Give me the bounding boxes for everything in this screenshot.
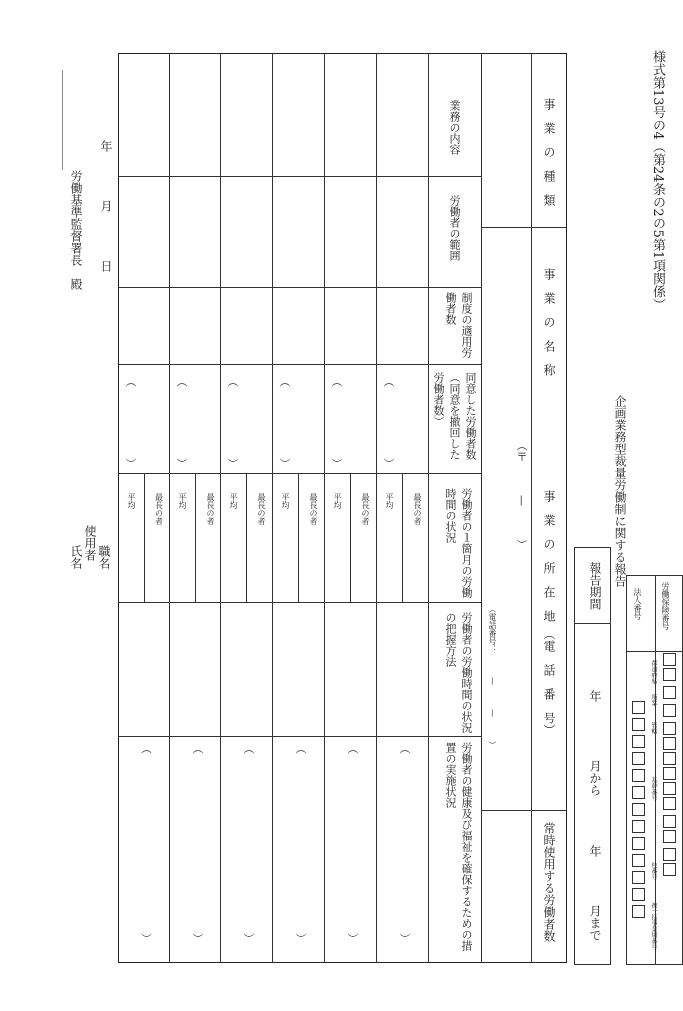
- insurance-digit-box[interactable]: [663, 737, 676, 750]
- col-hours-method: 労働者の労働時間の状況の把握方法: [444, 612, 473, 733]
- avg-hours-label: 平均: [229, 493, 238, 509]
- corporate-digit-box[interactable]: [632, 769, 645, 782]
- measures-paren-open: （: [191, 743, 204, 754]
- postal-code[interactable]: （〒 — ）: [515, 440, 528, 550]
- report-period-to: 月まで: [588, 905, 602, 941]
- consent-paren-close: ）: [175, 458, 188, 469]
- insurance-digit-box[interactable]: [663, 797, 676, 810]
- measures-paren-open: （: [346, 743, 359, 754]
- consent-paren-open: （: [382, 376, 395, 387]
- insurance-digit-box[interactable]: [663, 686, 676, 699]
- corporate-digit-box[interactable]: [632, 786, 645, 799]
- insurance-digit-box[interactable]: [663, 815, 676, 828]
- measures-paren-open: （: [294, 743, 307, 754]
- consent-paren-open: （: [226, 376, 239, 387]
- insurance-digit-box[interactable]: [663, 752, 676, 765]
- form-code: 様式第13号の4（第24条の2の5第1項関係）: [650, 50, 665, 312]
- measures-paren-close: ）: [398, 933, 411, 944]
- insurance-number-boxes[interactable]: [663, 652, 677, 877]
- max-hours-label: 最長の者: [309, 493, 318, 525]
- date-month[interactable]: 月: [99, 200, 113, 212]
- table-row[interactable]: [376, 53, 428, 963]
- consent-paren-open: （: [175, 376, 188, 387]
- employer-name-label: 氏名: [69, 545, 83, 569]
- max-hours-label: 最長の者: [413, 493, 422, 525]
- corporate-digit-box[interactable]: [632, 871, 645, 884]
- table-row[interactable]: [118, 53, 169, 963]
- col-consented-workers: 同意した労働者数（同意を撤回した労働者数）: [432, 372, 477, 460]
- business-type-header: 事 業 の 種 類: [542, 98, 556, 206]
- avg-hours-label: 平均: [385, 493, 394, 509]
- measures-paren-close: ）: [294, 933, 307, 944]
- date-day[interactable]: 日: [99, 260, 113, 272]
- report-period-year2[interactable]: 年: [588, 845, 602, 857]
- report-period-year1[interactable]: 年: [588, 690, 602, 702]
- report-period-label: 報告期間: [588, 562, 602, 610]
- corporate-digit-box[interactable]: [632, 718, 645, 731]
- table-row[interactable]: [272, 53, 324, 963]
- max-hours-label: 最長の者: [154, 493, 164, 525]
- employer-label: 使用者: [83, 525, 97, 561]
- insurance-digit-box[interactable]: [663, 848, 676, 861]
- measures-paren-close: ）: [242, 933, 255, 944]
- corporate-digit-box[interactable]: [632, 752, 645, 765]
- consent-paren-close: ）: [278, 458, 291, 469]
- avg-hours-label: 平均: [333, 493, 342, 509]
- corporate-number-label: 法人番号: [633, 588, 642, 620]
- consent-paren-open: （: [330, 376, 343, 387]
- avg-hours-label: 平均: [127, 493, 136, 509]
- corporate-digit-box[interactable]: [632, 735, 645, 748]
- col-monthly-hours: 労働者の１箇月の労働時間の状況: [444, 488, 473, 598]
- col-applied-workers: 制度の適用労働者数: [444, 292, 473, 358]
- avg-hours-label: 平均: [281, 493, 290, 509]
- corporate-digit-box[interactable]: [632, 820, 645, 833]
- max-hours-label: 最長の者: [257, 493, 266, 525]
- business-name-header: 事 業 の 名 称: [542, 268, 556, 376]
- corporate-number-boxes[interactable]: [632, 700, 646, 921]
- insurance-digit-box[interactable]: [663, 668, 676, 681]
- insurance-digit-box[interactable]: [663, 704, 676, 717]
- col-work-content: 業務の内容: [448, 100, 461, 155]
- measures-paren-open: （: [139, 743, 153, 754]
- corporate-digit-box[interactable]: [632, 837, 645, 850]
- business-address-header: 事 業 の 所 在 地 （電 話 番 号）: [542, 490, 556, 736]
- col-health-measures: 労働者の健康及び福祉を確保するための措置の実施状況: [444, 742, 473, 951]
- regular-workers-header: 常時使用する労働者数: [542, 822, 556, 942]
- employer-title-label: 職名: [97, 545, 111, 569]
- consent-paren-close: ）: [226, 458, 239, 469]
- insurance-digit-box[interactable]: [663, 782, 676, 795]
- max-hours-label: 最長の者: [206, 493, 215, 525]
- corporate-digit-box[interactable]: [632, 803, 645, 816]
- measures-paren-close: ）: [346, 933, 359, 944]
- consent-paren-close: ）: [382, 458, 395, 469]
- form-title: 企画業務型裁量労働制に関する報告: [613, 395, 627, 587]
- corporate-digit-box[interactable]: [632, 701, 645, 714]
- consent-paren-open: （: [124, 376, 137, 387]
- insurance-digit-box[interactable]: [663, 722, 676, 735]
- corporate-digit-box[interactable]: [632, 888, 645, 901]
- addressee: 労働基準監督署長 殿: [69, 170, 83, 290]
- insurance-digit-box[interactable]: [663, 653, 676, 666]
- date-year[interactable]: 年: [99, 140, 113, 152]
- consent-paren-close: ）: [330, 458, 343, 469]
- measures-paren-close: ）: [139, 933, 153, 944]
- col-worker-scope: 労働者の範囲: [448, 195, 461, 261]
- avg-hours-label: 平均: [178, 493, 187, 509]
- max-hours-label: 最長の者: [361, 493, 370, 525]
- consent-paren-close: ）: [124, 458, 137, 469]
- table-row[interactable]: [220, 53, 272, 963]
- report-period-from: 月から: [588, 760, 602, 796]
- insurance-digit-box[interactable]: [663, 863, 676, 876]
- insurance-sub-labels: 都道府県 所掌 管轄 基幹番号 枝番号 被一括事業場番号: [650, 660, 657, 950]
- insurance-digit-box[interactable]: [663, 767, 676, 780]
- table-row[interactable]: [324, 53, 376, 963]
- corporate-digit-box[interactable]: [632, 854, 645, 867]
- measures-paren-close: ）: [191, 933, 204, 944]
- phone-number[interactable]: （電話番号： — — ）: [488, 605, 497, 749]
- measures-paren-open: （: [398, 743, 411, 754]
- measures-paren-open: （: [242, 743, 255, 754]
- consent-paren-open: （: [278, 376, 291, 387]
- table-row[interactable]: [169, 53, 221, 963]
- insurance-number-label: 労働保険番号: [661, 582, 670, 630]
- insurance-digit-box[interactable]: [663, 830, 676, 843]
- corporate-digit-box[interactable]: [632, 905, 645, 918]
